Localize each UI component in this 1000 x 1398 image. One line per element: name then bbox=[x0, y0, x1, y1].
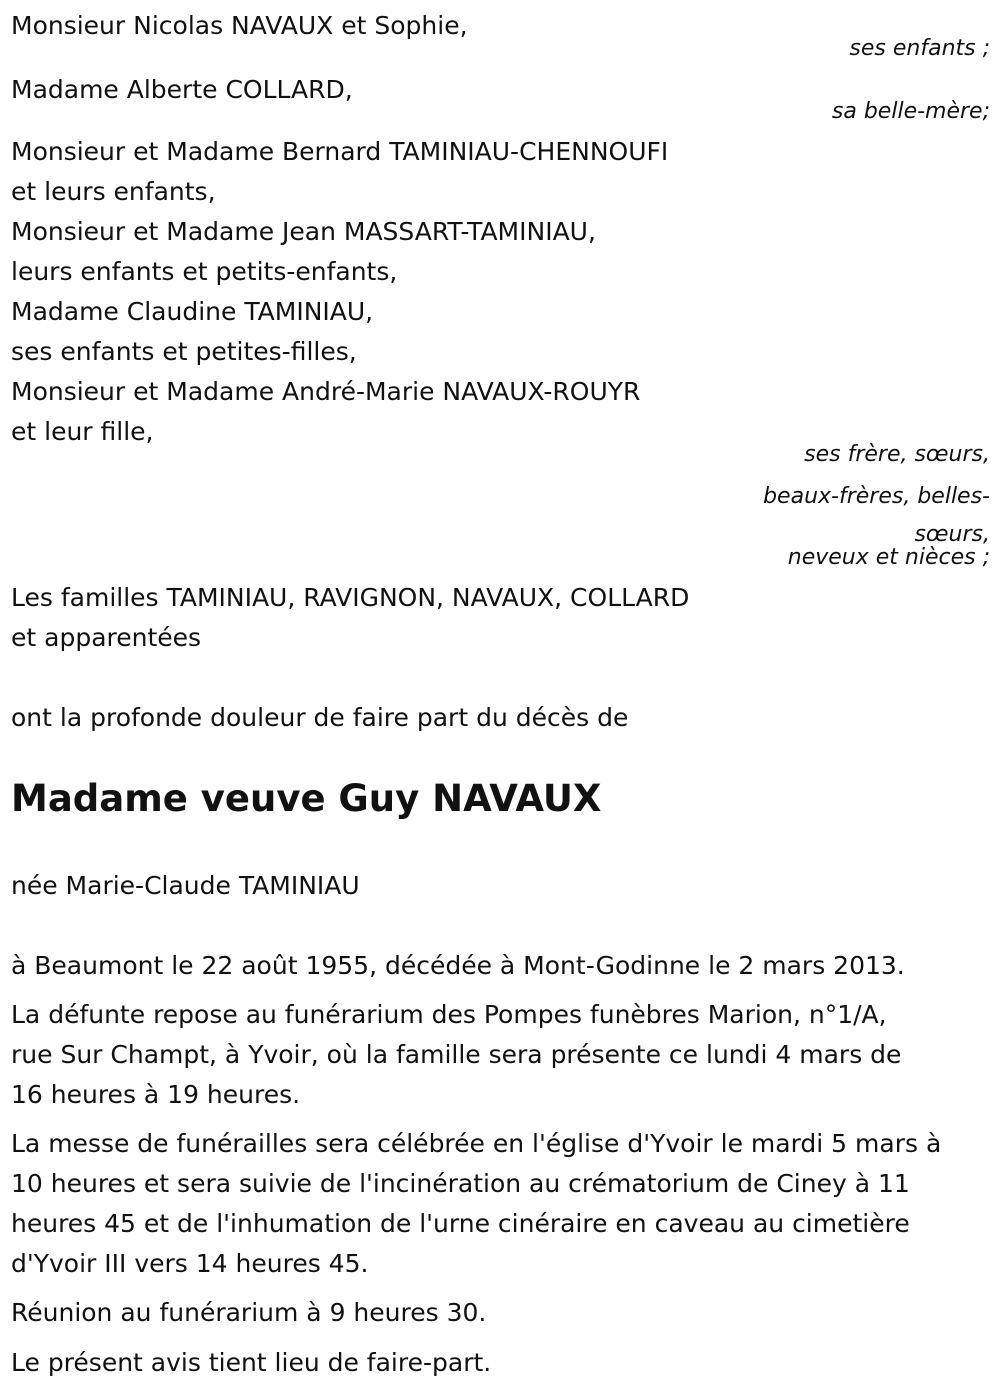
rest-line: La défunte repose au funérarium des Pompes funèbres Marion, n°1/A, bbox=[11, 1000, 887, 1029]
sibling-line: leurs enfants et petits-enfants, bbox=[11, 257, 398, 286]
siblings-role: beaux-frères, belles- bbox=[763, 484, 990, 509]
siblings-role: ses frère, sœurs, bbox=[804, 442, 990, 467]
other-families-line: Les familles TAMINIAU, RAVIGNON, NAVAUX, COLLARD bbox=[11, 583, 690, 612]
siblings-role: neveux et nièces ; bbox=[787, 545, 990, 570]
mass-line: La messe de funérailles sera célébrée en l'église d'Yvoir le mardi 5 mars à bbox=[11, 1129, 942, 1158]
mother-in-law-role: sa belle-mère; bbox=[831, 99, 990, 124]
deceased-name: Madame veuve Guy NAVAUX bbox=[11, 777, 602, 820]
dates-line: à Beaumont le 22 août 1955, décédée à Mont-Godinne le 2 mars 2013. bbox=[11, 951, 905, 980]
mass-line: 10 heures et sera suivie de l'incinération au crématorium de Ciney à 11 bbox=[11, 1169, 910, 1198]
sibling-line: et leur fille, bbox=[11, 417, 154, 446]
mass-line: heures 45 et de l'inhumation de l'urne cinéraire en caveau au cimetière bbox=[11, 1209, 910, 1238]
mother-in-law-name: Madame Alberte COLLARD, bbox=[11, 75, 353, 104]
siblings-role: sœurs, bbox=[914, 522, 990, 547]
children-role: ses enfants ; bbox=[849, 36, 990, 61]
rest-line: 16 heures à 19 heures. bbox=[11, 1080, 301, 1109]
other-families-line: et apparentées bbox=[11, 623, 202, 652]
announcement: ont la profonde douleur de faire part du décès de bbox=[11, 703, 629, 732]
birth-name: née Marie-Claude TAMINIAU bbox=[11, 871, 360, 900]
sibling-line: Monsieur et Madame André-Marie NAVAUX-ROUYR bbox=[11, 377, 641, 406]
notice-line: Le présent avis tient lieu de faire-part. bbox=[11, 1348, 492, 1377]
sibling-line: Madame Claudine TAMINIAU, bbox=[11, 297, 374, 326]
reunion-line: Réunion au funérarium à 9 heures 30. bbox=[11, 1298, 487, 1327]
sibling-line: Monsieur et Madame Jean MASSART-TAMINIAU, bbox=[11, 217, 596, 246]
sibling-line: Monsieur et Madame Bernard TAMINIAU-CHENNOUFI bbox=[11, 137, 669, 166]
sibling-line: ses enfants et petites-filles, bbox=[11, 337, 357, 366]
rest-line: rue Sur Champt, à Yvoir, où la famille sera présente ce lundi 4 mars de bbox=[11, 1040, 902, 1069]
children-names: Monsieur Nicolas NAVAUX et Sophie, bbox=[11, 11, 468, 40]
mass-line: d'Yvoir III vers 14 heures 45. bbox=[11, 1249, 369, 1278]
sibling-line: et leurs enfants, bbox=[11, 177, 216, 206]
